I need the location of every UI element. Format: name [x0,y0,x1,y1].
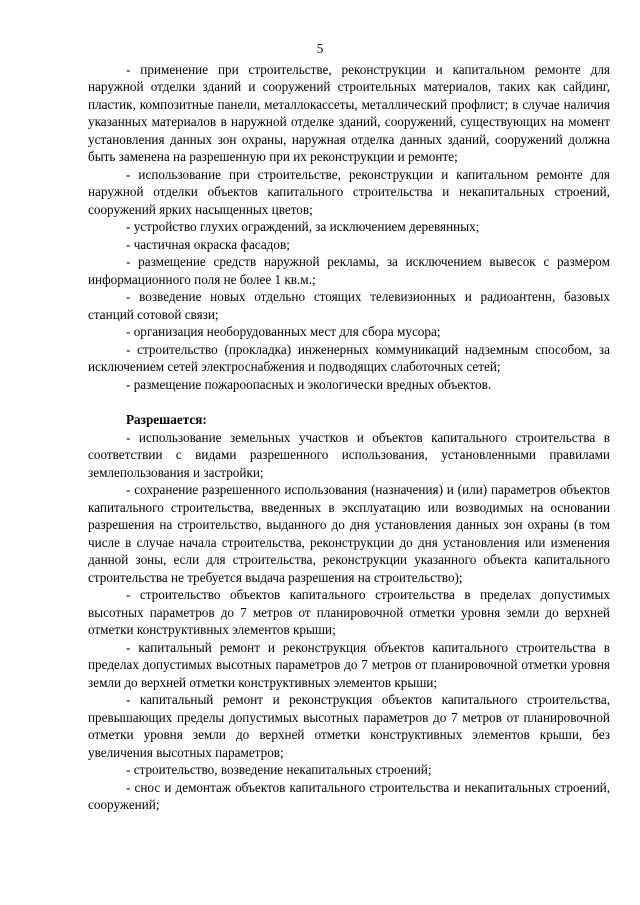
list-item: - сохранение разрешенного использования (назначения) и (или) параметров объектов капитального строительства, введенных в эксплуатацию или возводимых на основании разрешения на строительство, выданного до дня установления данных зон охраны (в том числе в случае начала строительства, реконструкции до дня установления или изменения данной зоны, если для строительства, реконструкции указанного объекта капитального строительства не требуется выдача разрешения на строительство); [88,482,610,585]
list-item: - использование земельных участков и объектов капитального строительства в соответствии с видами разрешенного использования, установленными правилами землепользования и застройки; [88,429,610,480]
page-number: 5 [316,41,324,56]
list-item: - размещение пожароопасных и экологически вредных объектов. [126,376,492,392]
list-item: - применение при строительстве, реконструкции и капитальном ремонте для наружной отделки зданий и сооружений строительных материалов, таких как сайдинг, пластик, композитные панели, металлокассеты, металлический профлист; в случае наличия указанных материалов в наружной отделке зданий, сооружений, существующих на момент установления данных зон охраны, наружная отделка данных зданий, сооружений должна быть заменена на разрешенную при их реконструкции и ремонте; [88,61,610,164]
list-item: - частичная окраска фасадов; [126,236,290,252]
allowed-list [88,429,610,814]
list-item: - устройство глухих ограждений, за исключением деревянных; [126,219,480,234]
list-item: - использование при строительстве, реконструкции и капитальном ремонте для наружной отделки объектов капитального строительства и некапитальных строений, сооружений ярких насыщенных цветов; [88,166,610,217]
list-item: - строительство (прокладка) инженерных коммуникаций надземным способом, за исключением сетей электроснабжения и подводящих слаботочных сетей; [88,341,610,374]
list-item: - возведение новых отдельно стоящих телевизионных и радиоантенн, базовых станций сотовой связи; [88,289,610,322]
list-item: - капитальный ремонт и реконструкция объектов капитального строительства, превышающих пределы допустимых высотных параметров до 7 метров от планировочной отметки уровня земли до верхней отметки конструктивных элементов крыши, без увеличения высотных параметров; [88,692,610,760]
list-item: - строительство объектов капитального строительства в пределах допустимых высотных параметров до 7 метров от планировочной отметки уровня земли до верхней отметки конструктивных элементов крыши; [88,587,610,637]
list-item: - капитальный ремонт и реконструкция объектов капитального строительства в пределах допустимых высотных параметров до 7 метров от планировочной отметки уровня земли до верхней отметки конструктивных элементов крыши; [88,639,610,690]
allowed-section-title: Разрешается: [126,412,207,427]
list-item: - организация необорудованных мест для сбора мусора; [126,324,441,339]
list-item: - строительство, возведение некапитальных строений; [126,762,432,777]
list-item: - размещение средств наружной рекламы, за исключением вывесок с размером информационного поля не более 1 кв.м.; [88,254,610,287]
list-item: - снос и демонтаж объектов капитального строительства и некапитальных строений, сооружений; [88,779,610,812]
prohibited-list [88,61,610,394]
